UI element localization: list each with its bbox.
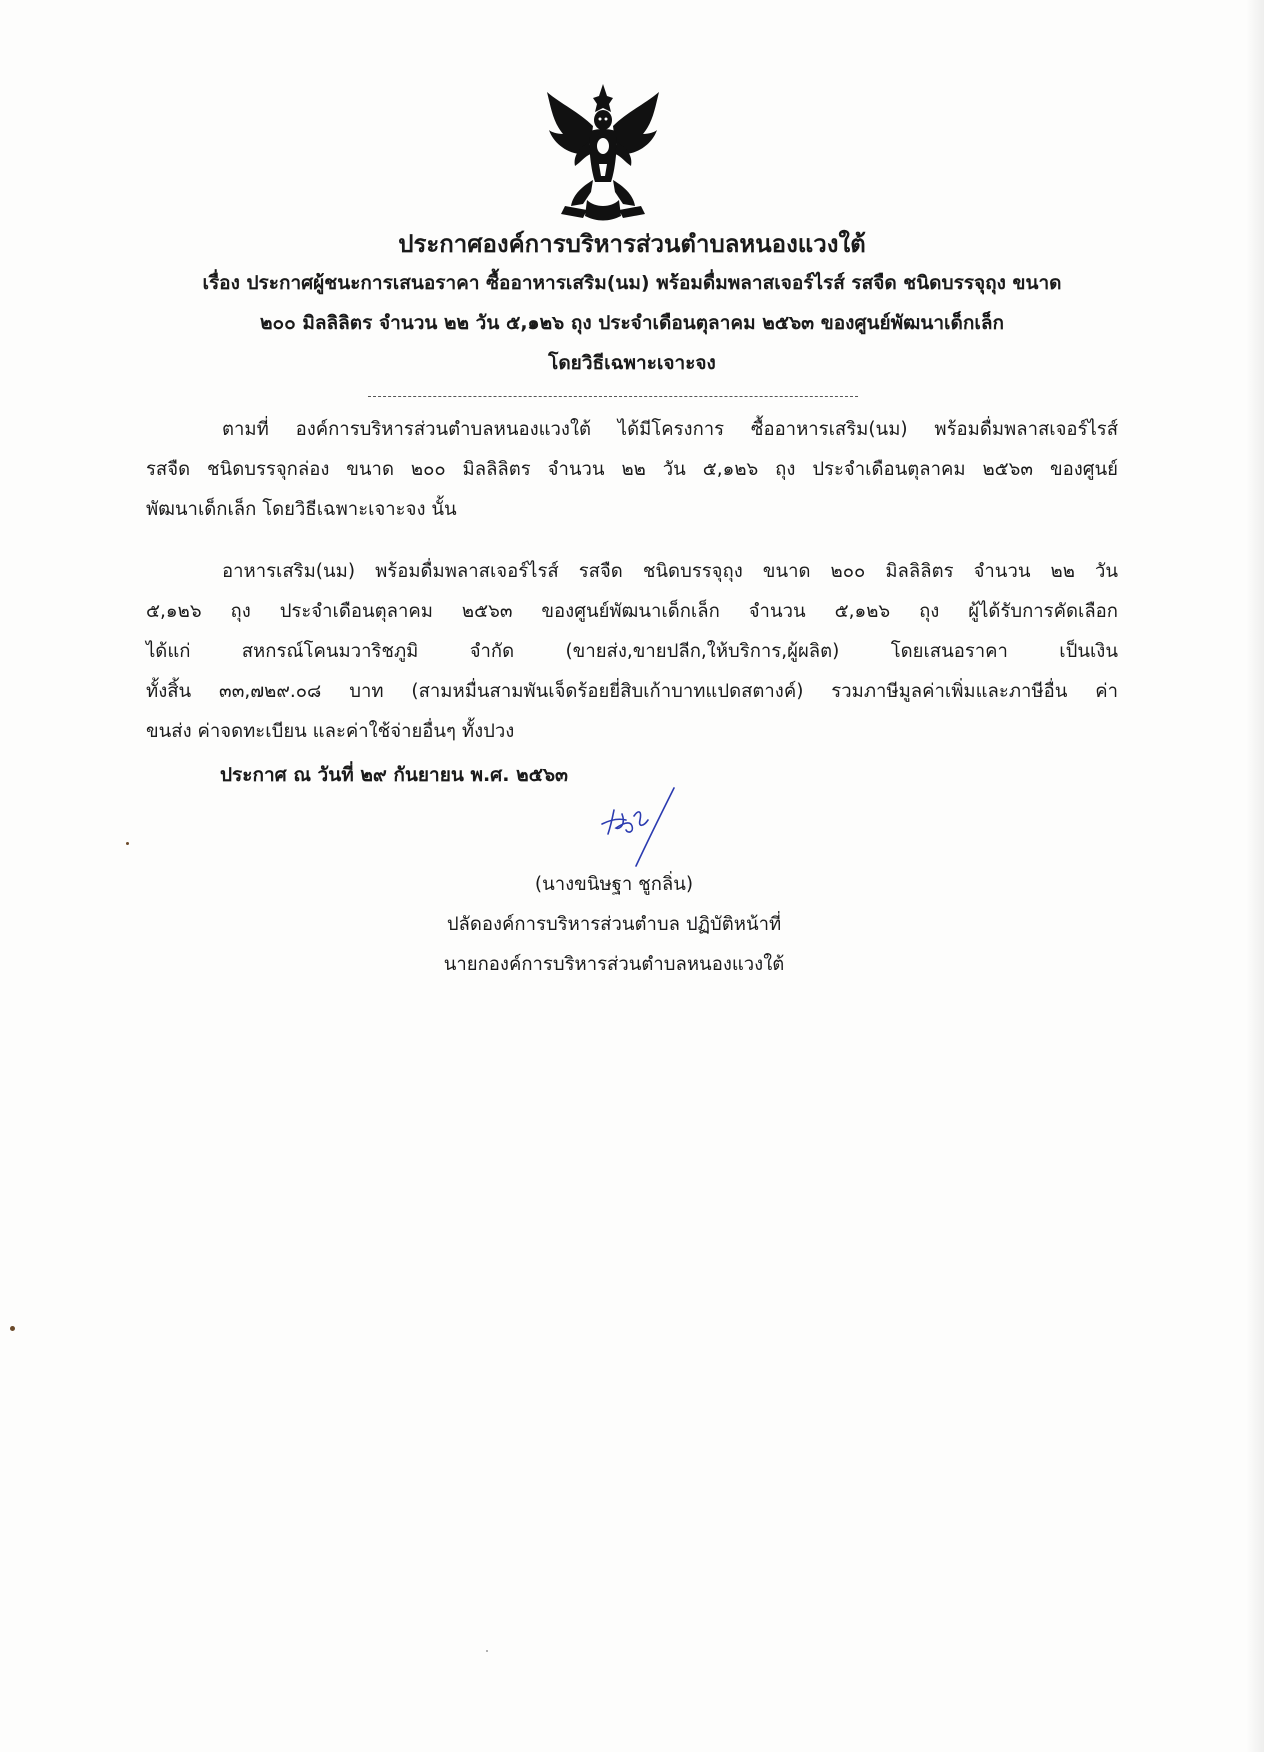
para1-line-2: รสจืด ชนิดบรรจุกล่อง ขนาด ๒๐๐ มิลลิลิตร จำนวน ๒๒ วัน ๕,๑๒๖ ถุง ประจำเดือนตุลาคม ๒๕๖๓ ของศูนย์	[146, 459, 1118, 480]
para1-line-1: ตามที่ องค์การบริหารส่วนตำบลหนองแวงใต้ ได้มีโครงการ ซื้ออาหารเสริม(นม) พร้อมดื่มพลาสเจอร์ไรส์	[222, 419, 1118, 440]
scan-speck	[486, 1650, 488, 1652]
para2-line-3: ได้แก่ สหกรณ์โคนมวาริชภูมิ จำกัด (ขายส่ง,ขายปลีก,ให้บริการ,ผู้ผลิต) โดยเสนอราคา เป็นเงิน	[146, 641, 1118, 662]
para2-line-4: ทั้งสิ้น ๓๓,๗๒๙.๐๘ บาท (สามหมื่นสามพันเจ็ดร้อยยี่สิบเก้าบาทแปดสตางค์) รวมภาษีมูลค่าเพิ่มและภาษีอื่น ค่า	[146, 681, 1118, 702]
scan-speck	[126, 842, 129, 845]
subject-line-1: เรื่อง ประกาศผู้ชนะการเสนอราคา ซื้ออาหารเสริม(นม) พร้อมดื่มพลาสเจอร์ไรส์ รสจืด ชนิดบรรจุถุง ขนาด	[202, 272, 1062, 294]
para2-line-5: ขนส่ง ค่าจดทะเบียน และค่าใช้จ่ายอื่นๆ ทั้งปวง	[146, 721, 515, 742]
subject-line-2: ๒๐๐ มิลลิลิตร จำนวน ๒๒ วัน ๕,๑๒๖ ถุง ประจำเดือนตุลาคม ๒๕๖๓ ของศูนย์พัฒนาเด็กเล็ก	[260, 312, 1004, 334]
garuda-emblem-icon	[543, 82, 663, 222]
signer-name: (นางขนิษฐา ชูกลิ่น)	[534, 874, 694, 895]
separator-dashed-line	[368, 396, 858, 397]
signer-position-2: นายกองค์การบริหารส่วนตำบลหนองแวงใต้	[443, 954, 785, 975]
announcement-date: ประกาศ ณ วันที่ ๒๙ กันยายน พ.ศ. ๒๕๖๓	[220, 764, 569, 786]
signer-position-1: ปลัดองค์การบริหารส่วนตำบล ปฏิบัติหน้าที่	[446, 914, 782, 935]
subject-line-3: โดยวิธีเฉพาะเจาะจง	[548, 352, 716, 374]
handwritten-signature	[592, 780, 682, 870]
page-edge-shadow	[1246, 0, 1264, 1752]
para1-line-3: พัฒนาเด็กเล็ก โดยวิธีเฉพาะเจาะจง นั้น	[146, 499, 457, 520]
para2-line-2: ๕,๑๒๖ ถุง ประจำเดือนตุลาคม ๒๕๖๓ ของศูนย์พัฒนาเด็กเล็ก จำนวน ๕,๑๒๖ ถุง ผู้ได้รับการคัดเลือก	[146, 601, 1118, 622]
para2-line-1: อาหารเสริม(นม) พร้อมดื่มพลาสเจอร์ไรส์ รสจืด ชนิดบรรจุถุง ขนาด ๒๐๐ มิลลิลิตร จำนวน ๒๒ วัน	[222, 561, 1118, 582]
document-title: ประกาศองค์การบริหารส่วนตำบลหนองแวงใต้	[398, 230, 866, 258]
scan-speck	[10, 1326, 15, 1331]
